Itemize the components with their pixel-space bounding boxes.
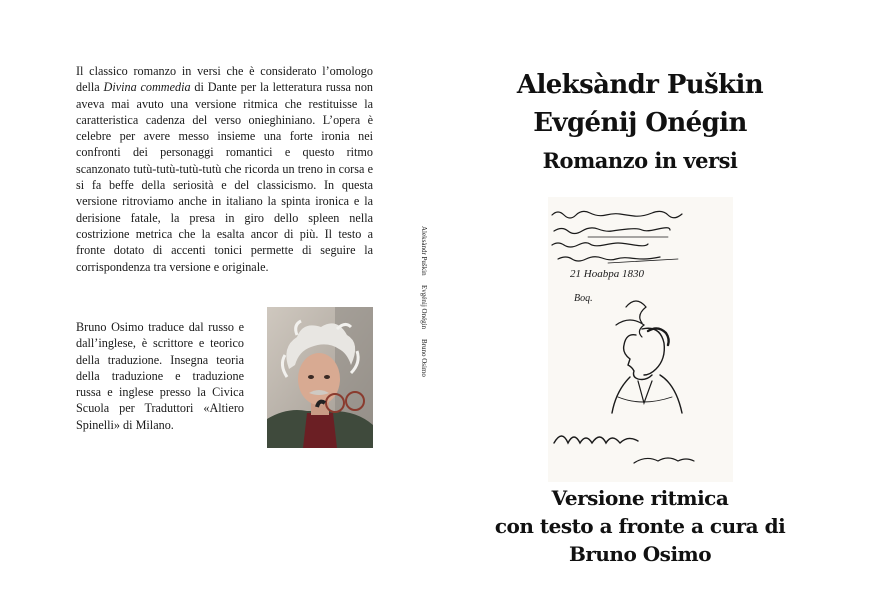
blurb-text-start: Il classico romanzo in versi che è considerato l’omologo della — [76, 64, 373, 95]
edition-line-3: Bruno Osimo — [568, 542, 712, 566]
cover-author: Aleksàndr Puškin — [516, 70, 764, 100]
book-spine — [420, 226, 428, 385]
edition-line-2: con testo a fronte a cura di — [494, 514, 786, 538]
blurb-paragraph — [76, 63, 373, 275]
back-cover-blurb — [76, 63, 373, 275]
spine-author: Aleksàndr Puškin — [420, 226, 428, 276]
cover-subtitle: Romanzo in versi — [542, 148, 738, 173]
spine-title: Evgénij Onégin — [420, 285, 428, 330]
pushkin-manuscript-sketch — [548, 197, 733, 482]
edition-line-1: Versione ritmica — [551, 486, 729, 510]
translator-bio: Bruno Osimo traduce dal russo e dall’inglese, è scrittore e teorico della traduzione. Insegna teoria della traduzione e traduzione russa e inglese presso la Civica Scuola per Traduttori «Altiero Spinelli» di Milano. — [76, 320, 244, 432]
manuscript-place: Boq. — [574, 293, 593, 304]
manuscript-date: 21 Hoabpa 1830 — [570, 268, 644, 280]
manuscript-illustration — [548, 197, 733, 482]
translator-portrait-image — [267, 307, 373, 448]
translator-photo — [267, 307, 373, 448]
blurb-text-rest: di Dante per la letteratura russa non aveva mai avuto una versione ritmica che restituisse la caratteristica cadenza del verso onieghiniano. L’opera è celebre per avere messo insieme una forte ironia nei confronti dei personaggi romantici e questo ritmo scanzonato tutù-tutù-tutù-tutù che ricorda un treno in corsa e si fa beffe della seriosità e del classicismo. In questa versione ritroviamo anche in italiano la spinta ironica e la derisione fatale, la presa in giro dello spleen nella costrizione metrica che la esalta ancor di più. Il testo a fronte dotato di accenti tonici permette di seguire la corrispondenza tra versione e originale. — [76, 80, 374, 274]
spine-editor: Bruno Osimo — [420, 339, 428, 378]
blurb-emphasis: Divina commedia — [103, 80, 191, 95]
cover-title: Evgénij Onégin — [533, 108, 747, 138]
edition-statement — [490, 484, 790, 568]
